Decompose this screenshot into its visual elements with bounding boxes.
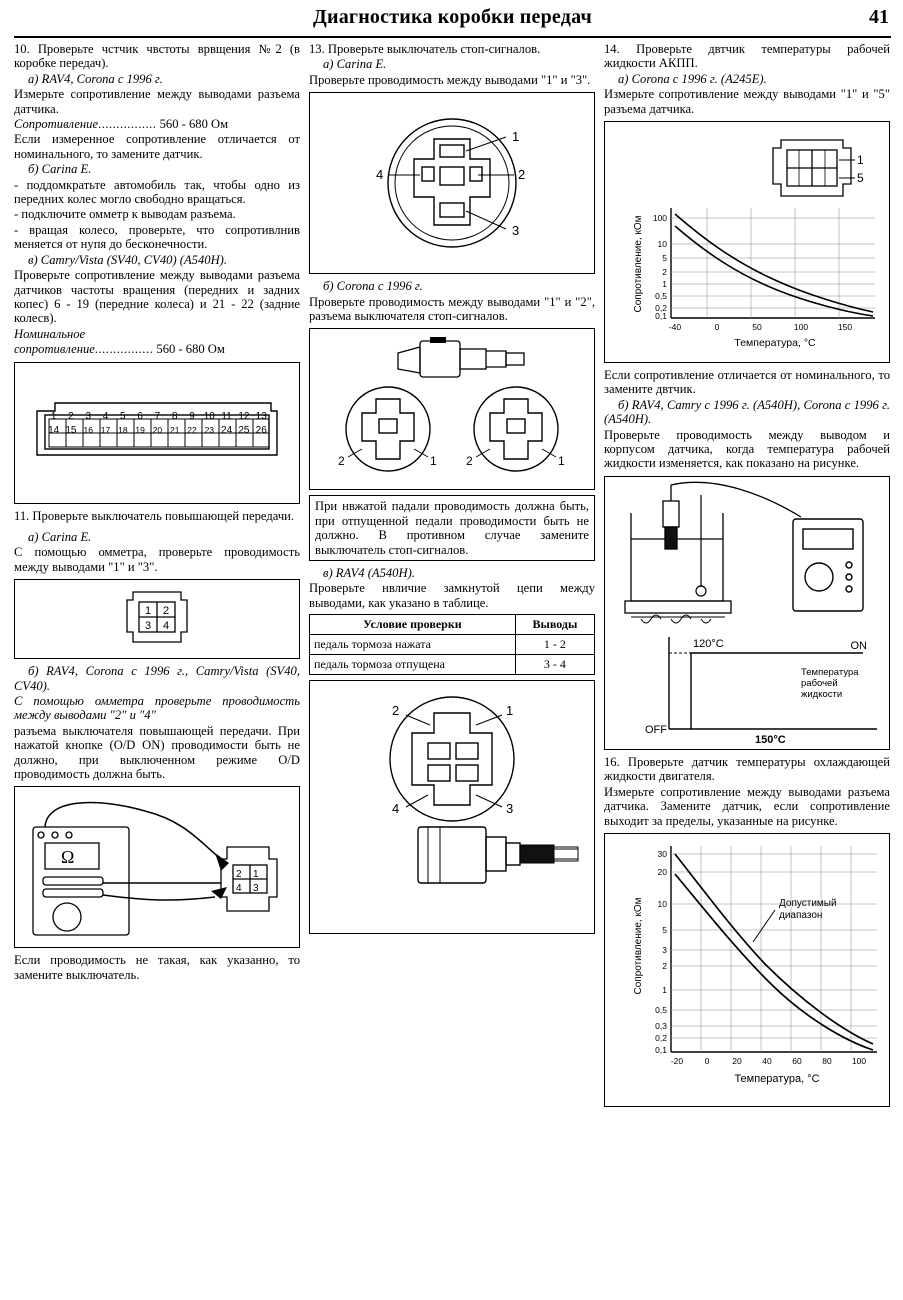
section-10-v-label: в) Camry/Vista (SV40, CV40) (A540H). [28, 252, 228, 267]
svg-text:30: 30 [657, 848, 667, 859]
connector-top-numbers: 1 2 3 4 5 6 7 8 9 10 11 12 13 [50, 410, 267, 422]
figure-switch-assembly [309, 680, 595, 934]
svg-text:0: 0 [714, 322, 720, 333]
svg-text:100: 100 [652, 213, 667, 224]
svg-text:10: 10 [657, 898, 667, 909]
resistance-dots: ................ [98, 117, 157, 132]
figure-atf-temp-sensor-chart [604, 121, 890, 363]
section-11-b-text1: С помощью омметра проверьте проводимость между выводами "2" и "4" [14, 693, 300, 723]
section-11-b-label: б) RAV4, Corona с 1996 г., Camry/Vista (SV40, CV40). [14, 664, 300, 693]
svg-text:3: 3 [512, 223, 520, 239]
svg-text:0,3: 0,3 [655, 1020, 667, 1031]
graph-temp-1: 120°C [693, 637, 724, 650]
svg-text:4: 4 [236, 883, 242, 895]
figure-4-pin-connector [14, 579, 300, 659]
section-14-heading: 14. Проверьте двтчик температуры рабочей жидкости АКПП. [604, 42, 890, 71]
svg-text:4: 4 [376, 167, 384, 183]
svg-text:3: 3 [145, 620, 152, 633]
page-number: 41 [869, 6, 889, 28]
svg-text:2: 2 [662, 960, 667, 971]
column-right [604, 42, 890, 1290]
svg-text:2: 2 [662, 267, 667, 278]
section-16-heading: 16. Проверьте датчик температуры охлаждающей жидкости двигателя. [604, 754, 890, 784]
section-10-a-note: Если измеренное сопротивление отличается от номинального, то замените датчик. [14, 132, 300, 161]
section-13-a-text: Проверьте проводимость между выводами "1" и "3". [309, 72, 591, 87]
section-10-b-item1: - поддомкратьте автомобиль так, чтобы одно из передних колес могло свободно вращаться. [14, 177, 300, 207]
svg-text:Ω: Ω [61, 847, 75, 868]
section-14-a-text: Измерьте сопротивление между выводами "1" и "5" разъема датчика. [604, 87, 890, 116]
svg-text:3: 3 [253, 883, 259, 895]
section-10-heading: 10. Проверьте чстчик чвстоты врвщения №2 (в коробке передач). [14, 42, 300, 71]
figure-ohmmeter-test [14, 786, 300, 948]
svg-text:1: 1 [558, 454, 565, 469]
nominal-label-2: сопротивление [14, 342, 95, 357]
column-middle [309, 42, 595, 1290]
nominal-dots: ................ [94, 342, 154, 357]
resistance-spec-line [14, 117, 300, 131]
svg-text:100: 100 [851, 1055, 867, 1066]
svg-text:1: 1 [430, 454, 437, 469]
table-cell-terminals: 1 - 2 [515, 635, 594, 655]
svg-text:рабочей: рабочей [801, 677, 838, 689]
svg-text:0,5: 0,5 [655, 291, 667, 302]
svg-text:60: 60 [792, 1055, 802, 1066]
figure-stop-switch-connector [309, 92, 595, 274]
svg-text:Сопротивление, кОм: Сопротивление, кОм [633, 897, 644, 995]
svg-text:1: 1 [253, 869, 259, 881]
svg-text:Температура, °С: Температура, °С [734, 337, 816, 350]
section-13-heading: 13. Проверьте выключатель стоп-сигналов. [309, 42, 541, 56]
figure-two-connectors [309, 328, 595, 490]
table-row [310, 655, 595, 675]
svg-text:Температура, °С: Температура, °С [734, 1072, 820, 1085]
svg-text:Температура: Температура [801, 666, 859, 678]
svg-text:Сопротивление, кОм: Сопротивление, кОм [633, 215, 644, 313]
svg-text:2: 2 [236, 869, 242, 881]
table-header-row [310, 615, 595, 635]
svg-text:1: 1 [512, 129, 520, 145]
section-10-a-label: а) RAV4, Corona с 1996 г. [28, 71, 163, 86]
svg-text:3: 3 [506, 801, 514, 817]
svg-text:Допустимый: Допустимый [779, 897, 837, 909]
svg-text:20: 20 [732, 1055, 742, 1066]
resistance-label: Сопротивление [14, 117, 99, 132]
table-cell-condition: педаль тормоза отпущена [310, 655, 516, 675]
nominal-label-1: Номинальное [14, 326, 86, 341]
section-14-note: Если сопротивление отличается от номинального, то замените двтчик. [604, 368, 890, 397]
figure-coolant-temp-sensor-chart [604, 833, 890, 1107]
svg-text:0,2: 0,2 [655, 303, 667, 314]
graph-on: ON [850, 639, 867, 652]
svg-text:0,1: 0,1 [655, 311, 667, 322]
section-11-b-text2: разъема выключателя повышающей передачи. При нажатой кнопке (O/D ON) проводимости быть не должно, при выключенном режиме O/D проводимость должна быть. [14, 723, 300, 781]
svg-text:3: 3 [662, 944, 667, 955]
svg-text:20: 20 [657, 866, 667, 877]
svg-text:0: 0 [704, 1055, 710, 1066]
svg-text:4: 4 [392, 801, 400, 817]
svg-text:5: 5 [662, 924, 667, 935]
svg-text:жидкости: жидкости [801, 688, 843, 700]
nominal-value: 560 - 680 Ом [156, 342, 225, 357]
svg-text:2: 2 [518, 167, 526, 183]
table-cell-condition: педаль тормоза нажата [310, 635, 516, 655]
svg-text:2: 2 [338, 454, 345, 469]
svg-text:1: 1 [145, 605, 152, 618]
section-14-b-label: б) RAV4, Camry с 1996 г. (A540H), Corona с 1996 г. (A540H). [604, 397, 890, 427]
nominal-spec-line [14, 342, 300, 356]
section-10-b-item2: - подключите омметр к выводам разъема. [14, 207, 236, 222]
table-row [310, 635, 595, 655]
section-10-b-item3: - вращая колесо, проверьте, что сопротивлнив меняется от нупя до бесконечности. [14, 222, 300, 252]
table-header-terminals: Выводы [515, 615, 594, 635]
page-title: Диагностика коробки передач [313, 6, 592, 28]
section-16-text: Измерьте сопротивление между выводами разъема датчика. Замените датчик, если сопротивление выходит за пределы, указанные на рисунке. [604, 784, 890, 828]
svg-text:2: 2 [392, 703, 400, 719]
svg-text:1: 1 [662, 279, 667, 290]
svg-text:1: 1 [662, 984, 667, 995]
svg-text:1: 1 [506, 703, 514, 719]
svg-text:80: 80 [822, 1055, 832, 1066]
continuity-table [309, 614, 595, 675]
svg-text:0,1: 0,1 [655, 1044, 667, 1055]
section-10-b-label: б) Carina E. [28, 162, 92, 177]
table-header-condition: Условие проверки [310, 615, 516, 635]
connector-bottom-numbers: 14 15 16 17 18 19 20 21 22 23 24 25 26 [48, 424, 267, 436]
section-13-a-label: а) Carina E. [323, 57, 387, 72]
graph-temp-2: 150°C [755, 733, 786, 746]
section-13-v-label: в) RAV4 (A540H). [323, 566, 415, 581]
svg-text:-20: -20 [670, 1055, 684, 1066]
section-10-v-text: Проверьте сопротивление между выводами разъема датчиков частоты вращения (передних и задних копес) 6 - 19 (передние колеса) и 21 - 22 (задние колесв). [14, 268, 300, 326]
svg-text:50: 50 [752, 322, 762, 333]
page-header [14, 6, 891, 38]
svg-text:0,2: 0,2 [655, 1032, 667, 1043]
section-11-a-label: а) Carina E. [28, 529, 92, 544]
section-11-note: Если проводимость не такая, как указанно, то замените выключатель. [14, 953, 300, 982]
svg-text:40: 40 [762, 1055, 772, 1066]
three-column-body [14, 42, 891, 1290]
section-10-a-text: Измерьте сопротивление между выводами разъема датчика. [14, 87, 300, 116]
section-13-b-label: б) Corona с 1996 г. [323, 279, 423, 294]
section-13-note-box: При нвжатой падали проводимость должна быть, при отпущенной педали проводимости быть не должно. В противном случае замените выключатель стоп-сигналов. [309, 495, 595, 561]
figure-26-pin-connector [14, 362, 300, 504]
svg-text:5: 5 [662, 253, 667, 264]
table-cell-terminals: 3 - 4 [515, 655, 594, 675]
svg-text:-40: -40 [668, 322, 682, 333]
svg-text:4: 4 [163, 620, 170, 633]
svg-text:1: 1 [857, 153, 864, 168]
resistance-value: 560 - 680 Ом [159, 117, 229, 132]
svg-text:диапазон: диапазон [779, 909, 823, 921]
section-14-a-label: а) Corona с 1996 г. (A245E). [618, 71, 767, 86]
section-11-heading: 11. Проверьте выключатель повышающей передачи. [14, 508, 295, 523]
figure-fluid-temp-test [604, 476, 890, 750]
svg-text:0,5: 0,5 [655, 1004, 667, 1015]
svg-text:150: 150 [837, 322, 853, 333]
section-13-b-text: Проверьте проводимость между выводами "1" и "2", разъема выключателя стоп-сигналов. [309, 294, 595, 324]
column-left [14, 42, 300, 1290]
section-14-b-text: Проверьте проводимость между выводом и корпусом датчика, когда температура рабочей жидкости изменяется, как показано на рисунке. [604, 427, 890, 471]
svg-text:2: 2 [163, 605, 170, 618]
section-13-v-text: Проверьте нвличие замкнутой цепи между выводами, как указано в таблице. [309, 581, 595, 610]
graph-off: OFF [645, 723, 667, 736]
section-11-a-text: С помощью омметра, проверьте проводимость между выводами "1" и "3". [14, 545, 300, 574]
svg-text:10: 10 [657, 239, 667, 250]
svg-text:5: 5 [857, 171, 864, 186]
svg-text:100: 100 [793, 322, 809, 333]
svg-text:2: 2 [466, 454, 473, 469]
